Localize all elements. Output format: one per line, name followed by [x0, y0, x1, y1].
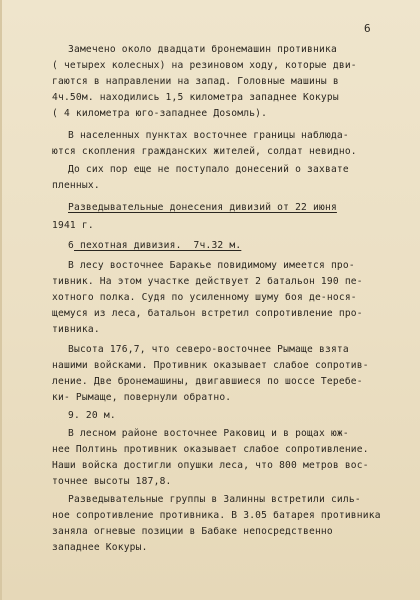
text-line: тивник. На этом участке действует 2 батальон 190 пе-: [52, 276, 363, 287]
section-heading: Разведывательные донесения дивизий от 22 июня: [68, 202, 337, 213]
text-line: тивника.: [52, 324, 100, 335]
division-heading: пехотная дивизия. 7ч.32 м.: [74, 240, 242, 251]
time-heading: 9. 20 м.: [68, 410, 116, 421]
text-line: точнее высоты 187,8.: [52, 476, 172, 487]
text-line: 4ч.50м. находились 1,5 километра западнее Кокуры: [52, 92, 339, 103]
text-line: Высота 176,7, что северо-восточнее Рымаще взята: [68, 344, 349, 355]
section-heading-cont: 1941 г.: [52, 220, 94, 231]
text-line: ( 4 километра юго-западнее Доsомль).: [52, 108, 268, 119]
text-line: ное сопротивление противника. В 3.05 батарея противника: [52, 510, 381, 521]
text-line: пленных.: [52, 180, 100, 191]
text-line: щемуся из леса, батальон встретил сопротивление про-: [52, 308, 363, 319]
text-line: Наши войска достигли опушки леса, что 800 метров вос-: [52, 460, 369, 471]
text-line: ки- Рымаще, повернули обратно.: [52, 392, 232, 403]
text-line: западнее Кокуры.: [52, 542, 148, 553]
text-line: хотного полка. Судя по усиленному шуму боя де-нося-: [52, 292, 357, 303]
division-number: 6: [68, 240, 74, 251]
page-number: 6: [364, 22, 371, 35]
text-line: ление. Две бронемашины, двигавшиеся по шоссе Теребе-: [52, 376, 363, 387]
text-line: нее Полтинь противник оказывает слабое сопротивление.: [52, 444, 369, 455]
text-line: ются скопления гражданских жителей, солдат невидно.: [52, 146, 357, 157]
text-line: заняла огневые позиции в Бабаке непосредственно: [52, 526, 333, 537]
text-line: Разведывательные группы в Залинны встретили силь-: [68, 494, 361, 505]
text-line: В населенных пунктах восточнее границы наблюда-: [68, 130, 349, 141]
text-line: ( четырех колесных) на резиновом ходу, которые дви-: [52, 60, 357, 71]
text-line: гаются в направлении на запад. Головные машины в: [52, 76, 339, 87]
text-line: В лесу восточнее Баракье повидимому имеется про-: [68, 260, 355, 271]
text-line: Замечено около двадцати бронемашин противника: [68, 44, 337, 55]
text-line: До сих пор еще не поступало донесений о захвате: [68, 164, 349, 175]
text-line: В лесном районе восточнее Раковиц и в рощах юж-: [68, 428, 349, 439]
text-line: нашими войсками. Противник оказывает слабое сопротив-: [52, 360, 369, 371]
